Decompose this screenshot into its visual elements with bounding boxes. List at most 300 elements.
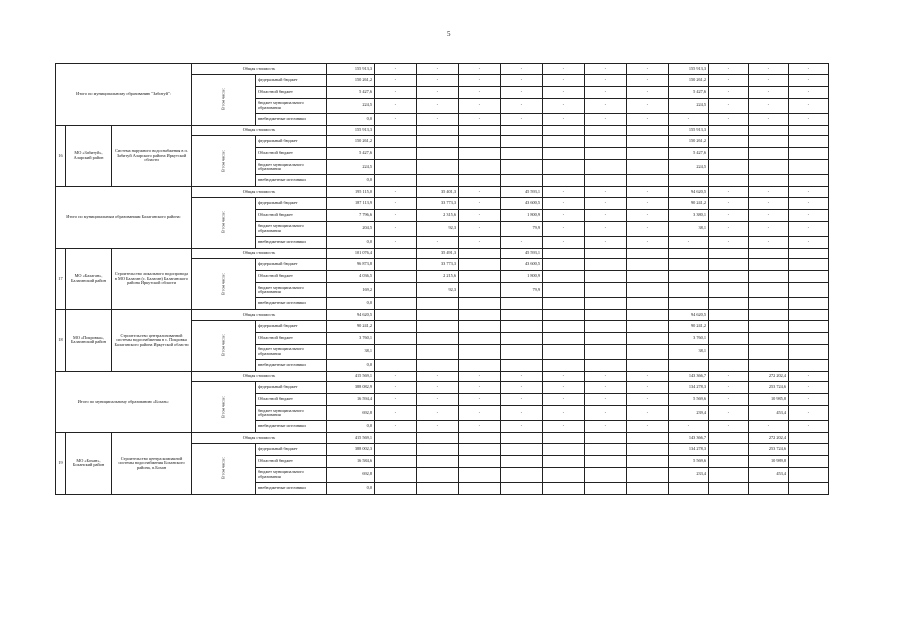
value-cell: - bbox=[585, 371, 627, 382]
value-cell: - bbox=[749, 187, 789, 198]
value-cell: - bbox=[543, 64, 585, 75]
value-cell bbox=[375, 248, 417, 259]
value-cell: - bbox=[375, 209, 417, 221]
value-cell: 94 620,5 bbox=[669, 187, 709, 198]
value-cell bbox=[669, 175, 709, 187]
value-cell: - bbox=[459, 394, 501, 406]
value-cell bbox=[459, 160, 501, 175]
value-cell: - bbox=[709, 221, 749, 236]
value-cell: - bbox=[543, 197, 585, 209]
value-cell: 3 380,1 bbox=[669, 209, 709, 221]
value-cell: - bbox=[543, 221, 585, 236]
value-cell: - bbox=[789, 64, 829, 75]
value-cell bbox=[709, 175, 749, 187]
total-cost-label: Общая стоимость bbox=[192, 371, 327, 382]
value-cell: - bbox=[749, 98, 789, 113]
value-cell: 388 082,9 bbox=[327, 382, 375, 394]
value-cell: - bbox=[375, 394, 417, 406]
value-cell: 94 620,5 bbox=[327, 310, 375, 321]
value-cell: - bbox=[375, 421, 417, 433]
value-cell bbox=[501, 455, 543, 467]
value-cell: - bbox=[459, 371, 501, 382]
value-cell bbox=[543, 359, 585, 371]
value-cell: - bbox=[585, 236, 627, 248]
value-cell bbox=[627, 310, 669, 321]
value-cell bbox=[459, 259, 501, 271]
value-cell: 388 002,3 bbox=[327, 443, 375, 455]
value-cell bbox=[375, 433, 417, 444]
value-cell bbox=[749, 136, 789, 148]
value-cell bbox=[789, 125, 829, 136]
value-cell: - bbox=[709, 209, 749, 221]
value-cell: 0,0 bbox=[327, 236, 375, 248]
value-cell: - bbox=[789, 98, 829, 113]
value-cell bbox=[627, 467, 669, 482]
value-cell bbox=[749, 310, 789, 321]
value-cell bbox=[459, 271, 501, 283]
value-cell: - bbox=[459, 421, 501, 433]
value-cell bbox=[459, 332, 501, 344]
value-cell: - bbox=[417, 421, 459, 433]
value-cell bbox=[375, 320, 417, 332]
value-cell: - bbox=[585, 421, 627, 433]
value-cell: - bbox=[459, 382, 501, 394]
funding-type-label: внебюджетные источники bbox=[256, 359, 327, 371]
value-cell bbox=[375, 359, 417, 371]
value-cell bbox=[749, 125, 789, 136]
value-cell bbox=[627, 320, 669, 332]
funding-type-label: бюджет муниципального образования bbox=[256, 221, 327, 236]
value-cell bbox=[585, 259, 627, 271]
value-cell bbox=[501, 310, 543, 321]
value-cell: 2 315,6 bbox=[417, 209, 459, 221]
value-cell bbox=[375, 148, 417, 160]
value-cell: - bbox=[789, 187, 829, 198]
object-name: Строительство ликального водопровода в МО Балаган (с. Балаган) Балаганского района Иркутской области bbox=[112, 248, 192, 310]
value-cell: 1 800,9 bbox=[501, 271, 543, 283]
value-cell: - bbox=[709, 394, 749, 406]
block-bokhan-19-total-row bbox=[56, 433, 829, 444]
value-cell: 150 261,2 bbox=[327, 74, 375, 86]
in-that-number-text: В том числе: bbox=[220, 150, 226, 172]
value-cell: - bbox=[459, 74, 501, 86]
value-cell: 92,3 bbox=[417, 283, 459, 298]
funding-type-label: внебюджетные источники bbox=[256, 298, 327, 310]
value-cell: - bbox=[627, 187, 669, 198]
funding-type-label: Областной бюджет bbox=[256, 455, 327, 467]
value-cell bbox=[375, 160, 417, 175]
value-cell: 253 724,6 bbox=[749, 382, 789, 394]
value-cell: 5 569,6 bbox=[669, 455, 709, 467]
value-cell bbox=[709, 259, 749, 271]
value-cell: - bbox=[543, 421, 585, 433]
value-cell: - bbox=[709, 64, 749, 75]
value-cell: - bbox=[375, 371, 417, 382]
in-that-number-label bbox=[192, 443, 256, 494]
value-cell bbox=[543, 467, 585, 482]
value-cell: - bbox=[789, 113, 829, 125]
value-cell: - bbox=[543, 406, 585, 421]
value-cell: - bbox=[501, 382, 543, 394]
value-cell bbox=[459, 310, 501, 321]
value-cell bbox=[459, 433, 501, 444]
object-name: Строительство централизованной системы водоснабжения в с. Покровка Балаганского района Иркутской области bbox=[112, 310, 192, 372]
value-cell bbox=[789, 283, 829, 298]
value-cell: - bbox=[669, 236, 709, 248]
value-cell bbox=[459, 467, 501, 482]
funding-type-label: внебюджетные источники bbox=[256, 236, 327, 248]
value-cell: 0,0 bbox=[327, 298, 375, 310]
value-cell: - bbox=[627, 86, 669, 98]
value-cell bbox=[749, 283, 789, 298]
value-cell bbox=[669, 248, 709, 259]
value-cell bbox=[789, 298, 829, 310]
value-cell: - bbox=[789, 382, 829, 394]
value-cell bbox=[585, 344, 627, 359]
row-number: 16 bbox=[56, 125, 66, 187]
value-cell bbox=[543, 310, 585, 321]
value-cell: 38,1 bbox=[669, 344, 709, 359]
value-cell: - bbox=[459, 221, 501, 236]
value-cell: - bbox=[749, 197, 789, 209]
total-cost-label: Общая стоимость bbox=[192, 310, 327, 321]
value-cell bbox=[627, 455, 669, 467]
value-cell: - bbox=[789, 209, 829, 221]
value-cell: 224,5 bbox=[327, 98, 375, 113]
value-cell bbox=[585, 310, 627, 321]
value-cell bbox=[501, 467, 543, 482]
total-cost-label: Общая стоимость bbox=[192, 248, 327, 259]
value-cell bbox=[501, 344, 543, 359]
value-cell bbox=[585, 467, 627, 482]
value-cell: - bbox=[749, 421, 789, 433]
value-cell bbox=[627, 283, 669, 298]
funding-type-label: федеральный бюджет bbox=[256, 136, 327, 148]
value-cell bbox=[501, 359, 543, 371]
value-cell: 150 261,2 bbox=[327, 136, 375, 148]
block-zabitui-total-total-row bbox=[56, 64, 829, 75]
value-cell bbox=[501, 320, 543, 332]
value-cell bbox=[709, 271, 749, 283]
value-cell: - bbox=[627, 98, 669, 113]
value-cell: 224,5 bbox=[669, 160, 709, 175]
value-cell: 5 427,6 bbox=[669, 148, 709, 160]
value-cell: 150 261,2 bbox=[669, 74, 709, 86]
value-cell: - bbox=[375, 86, 417, 98]
value-cell: - bbox=[459, 187, 501, 198]
value-cell bbox=[501, 175, 543, 187]
value-cell: - bbox=[585, 86, 627, 98]
value-cell: 204,5 bbox=[327, 221, 375, 236]
value-cell: 134 278,3 bbox=[669, 443, 709, 455]
value-cell bbox=[669, 482, 709, 494]
value-cell: - bbox=[501, 394, 543, 406]
value-cell: 90 241,2 bbox=[669, 197, 709, 209]
value-cell bbox=[417, 160, 459, 175]
value-cell bbox=[459, 344, 501, 359]
value-cell: 3 760,1 bbox=[327, 332, 375, 344]
value-cell bbox=[627, 125, 669, 136]
value-cell: - bbox=[709, 421, 749, 433]
value-cell bbox=[627, 344, 669, 359]
value-cell bbox=[709, 467, 749, 482]
value-cell bbox=[749, 248, 789, 259]
value-cell: 453,4 bbox=[749, 406, 789, 421]
funding-type-label: бюджет муниципального образования bbox=[256, 406, 327, 421]
value-cell bbox=[789, 455, 829, 467]
in-that-number-label bbox=[192, 320, 256, 371]
value-cell: - bbox=[501, 64, 543, 75]
value-cell: - bbox=[627, 197, 669, 209]
value-cell: 692,8 bbox=[327, 406, 375, 421]
value-cell bbox=[627, 271, 669, 283]
value-cell bbox=[375, 467, 417, 482]
value-cell bbox=[585, 271, 627, 283]
value-cell: - bbox=[501, 421, 543, 433]
value-cell bbox=[375, 283, 417, 298]
value-cell: - bbox=[585, 221, 627, 236]
funding-type-label: Областной бюджет bbox=[256, 332, 327, 344]
value-cell bbox=[417, 125, 459, 136]
total-cost-label: Общая стоимость bbox=[192, 187, 327, 198]
value-cell bbox=[501, 433, 543, 444]
value-cell: 233,4 bbox=[669, 467, 709, 482]
value-cell bbox=[417, 344, 459, 359]
value-cell bbox=[501, 125, 543, 136]
value-cell: 5 569,6 bbox=[669, 394, 709, 406]
value-cell: - bbox=[627, 64, 669, 75]
block-zabitui-16-total-row bbox=[56, 125, 829, 136]
funding-type-label: бюджет муниципального образования bbox=[256, 98, 327, 113]
value-cell: 16 594,4 bbox=[327, 394, 375, 406]
value-cell: - bbox=[585, 98, 627, 113]
value-cell: - bbox=[669, 421, 709, 433]
value-cell: - bbox=[749, 221, 789, 236]
value-cell: 0,0 bbox=[327, 359, 375, 371]
total-cost-label: Общая стоимость bbox=[192, 64, 327, 75]
value-cell bbox=[543, 298, 585, 310]
value-cell bbox=[789, 136, 829, 148]
value-cell bbox=[417, 175, 459, 187]
value-cell bbox=[543, 259, 585, 271]
value-cell bbox=[669, 359, 709, 371]
value-cell bbox=[375, 332, 417, 344]
value-cell: 43 600,5 bbox=[501, 197, 543, 209]
municipality-name: МО «Забитуй», Аларский район bbox=[66, 125, 112, 187]
value-cell bbox=[789, 259, 829, 271]
value-cell bbox=[459, 125, 501, 136]
value-cell: - bbox=[501, 371, 543, 382]
value-cell: - bbox=[627, 394, 669, 406]
value-cell bbox=[543, 482, 585, 494]
value-cell: - bbox=[501, 406, 543, 421]
value-cell bbox=[459, 359, 501, 371]
value-cell: - bbox=[501, 74, 543, 86]
value-cell bbox=[585, 160, 627, 175]
value-cell: 415 569,1 bbox=[327, 433, 375, 444]
value-cell: 224,5 bbox=[669, 98, 709, 113]
value-cell bbox=[709, 160, 749, 175]
value-cell bbox=[669, 271, 709, 283]
value-cell: - bbox=[459, 98, 501, 113]
value-cell: 272 202,4 bbox=[749, 433, 789, 444]
value-cell: - bbox=[789, 197, 829, 209]
value-cell bbox=[709, 310, 749, 321]
value-cell bbox=[375, 344, 417, 359]
funding-type-label: федеральный бюджет bbox=[256, 74, 327, 86]
value-cell bbox=[789, 160, 829, 175]
value-cell bbox=[749, 175, 789, 187]
value-cell bbox=[543, 175, 585, 187]
value-cell: 195 115,0 bbox=[327, 187, 375, 198]
value-cell bbox=[627, 359, 669, 371]
value-cell bbox=[543, 433, 585, 444]
municipality-name: МО «Бохан», Боханский район bbox=[66, 433, 112, 495]
value-cell: - bbox=[627, 221, 669, 236]
value-cell: - bbox=[627, 209, 669, 221]
value-cell bbox=[459, 298, 501, 310]
value-cell: - bbox=[709, 371, 749, 382]
value-cell: - bbox=[585, 113, 627, 125]
value-cell: - bbox=[749, 113, 789, 125]
value-cell bbox=[459, 443, 501, 455]
value-cell bbox=[789, 467, 829, 482]
value-cell bbox=[789, 443, 829, 455]
in-that-number-label bbox=[192, 74, 256, 125]
value-cell: 155 913,3 bbox=[669, 125, 709, 136]
value-cell bbox=[375, 125, 417, 136]
value-cell bbox=[789, 248, 829, 259]
value-cell bbox=[789, 310, 829, 321]
value-cell: - bbox=[585, 209, 627, 221]
value-cell bbox=[789, 175, 829, 187]
value-cell: - bbox=[627, 382, 669, 394]
value-cell: 453,4 bbox=[749, 467, 789, 482]
value-cell: - bbox=[459, 406, 501, 421]
block-bokhan-total-total-row bbox=[56, 371, 829, 382]
municipality-name: МО «Балаган», Балаганский район bbox=[66, 248, 112, 310]
value-cell: - bbox=[789, 421, 829, 433]
value-cell: - bbox=[585, 197, 627, 209]
value-cell bbox=[501, 482, 543, 494]
value-cell: 10 985,8 bbox=[749, 394, 789, 406]
value-cell: 35 491,3 bbox=[417, 248, 459, 259]
value-cell bbox=[709, 283, 749, 298]
value-cell: - bbox=[501, 236, 543, 248]
value-cell bbox=[459, 248, 501, 259]
row-number: 17 bbox=[56, 248, 66, 310]
value-cell bbox=[585, 455, 627, 467]
funding-type-label: Областной бюджет bbox=[256, 394, 327, 406]
value-cell: - bbox=[375, 74, 417, 86]
value-cell: - bbox=[585, 74, 627, 86]
value-cell bbox=[627, 443, 669, 455]
row-number: 19 bbox=[56, 433, 66, 495]
object-name: Строительство центра компакной системы водоснабжения Боханского района, п.Бохан bbox=[112, 433, 192, 495]
value-cell: 1 800,9 bbox=[501, 209, 543, 221]
value-cell bbox=[709, 136, 749, 148]
value-cell bbox=[501, 298, 543, 310]
value-cell: - bbox=[709, 236, 749, 248]
value-cell bbox=[709, 298, 749, 310]
value-cell: - bbox=[417, 98, 459, 113]
value-cell bbox=[789, 271, 829, 283]
value-cell: - bbox=[375, 197, 417, 209]
in-that-number-text: В том числе: bbox=[220, 396, 226, 418]
value-cell bbox=[375, 298, 417, 310]
value-cell bbox=[789, 148, 829, 160]
value-cell bbox=[749, 359, 789, 371]
value-cell: - bbox=[789, 86, 829, 98]
value-cell: - bbox=[789, 236, 829, 248]
value-cell: - bbox=[375, 236, 417, 248]
value-cell bbox=[749, 320, 789, 332]
value-cell bbox=[749, 160, 789, 175]
funding-type-label: бюджет муниципального образования bbox=[256, 160, 327, 175]
value-cell bbox=[709, 344, 749, 359]
value-cell: 45 593,1 bbox=[501, 248, 543, 259]
value-cell: - bbox=[709, 382, 749, 394]
value-cell: 3 760,1 bbox=[669, 332, 709, 344]
total-cost-label: Общая стоимость bbox=[192, 433, 327, 444]
value-cell bbox=[585, 433, 627, 444]
value-cell: - bbox=[709, 74, 749, 86]
value-cell: 38,1 bbox=[327, 344, 375, 359]
value-cell bbox=[585, 148, 627, 160]
value-cell bbox=[585, 298, 627, 310]
value-cell: 155 913,3 bbox=[327, 125, 375, 136]
value-cell bbox=[543, 455, 585, 467]
value-cell bbox=[585, 332, 627, 344]
value-cell: - bbox=[375, 64, 417, 75]
value-cell bbox=[669, 283, 709, 298]
value-cell: 16 584,6 bbox=[327, 455, 375, 467]
value-cell: - bbox=[543, 113, 585, 125]
value-cell: - bbox=[789, 74, 829, 86]
value-cell: - bbox=[585, 394, 627, 406]
value-cell: 5 427,6 bbox=[327, 86, 375, 98]
block-title: Итого по муниципальному образованию «Бохан»: bbox=[56, 371, 192, 433]
value-cell: 0,0 bbox=[327, 421, 375, 433]
value-cell bbox=[709, 148, 749, 160]
value-cell bbox=[585, 443, 627, 455]
value-cell: 2 215,6 bbox=[417, 271, 459, 283]
value-cell: 101 076,4 bbox=[327, 248, 375, 259]
funding-type-label: внебюджетные источники bbox=[256, 175, 327, 187]
value-cell: - bbox=[585, 187, 627, 198]
value-cell bbox=[789, 332, 829, 344]
value-cell bbox=[669, 298, 709, 310]
value-cell bbox=[749, 344, 789, 359]
value-cell bbox=[375, 271, 417, 283]
value-cell: 33 773,3 bbox=[417, 259, 459, 271]
row-number: 18 bbox=[56, 310, 66, 372]
value-cell: - bbox=[627, 113, 669, 125]
value-cell: - bbox=[627, 74, 669, 86]
value-cell bbox=[375, 310, 417, 321]
value-cell: 35 401,3 bbox=[417, 187, 459, 198]
value-cell: - bbox=[417, 406, 459, 421]
value-cell bbox=[417, 443, 459, 455]
value-cell: - bbox=[417, 64, 459, 75]
value-cell: - bbox=[417, 113, 459, 125]
value-cell: - bbox=[375, 187, 417, 198]
value-cell bbox=[585, 136, 627, 148]
value-cell: - bbox=[543, 74, 585, 86]
value-cell bbox=[749, 298, 789, 310]
in-that-number-text: В том числе: bbox=[220, 334, 226, 357]
value-cell: 45 593,1 bbox=[501, 187, 543, 198]
